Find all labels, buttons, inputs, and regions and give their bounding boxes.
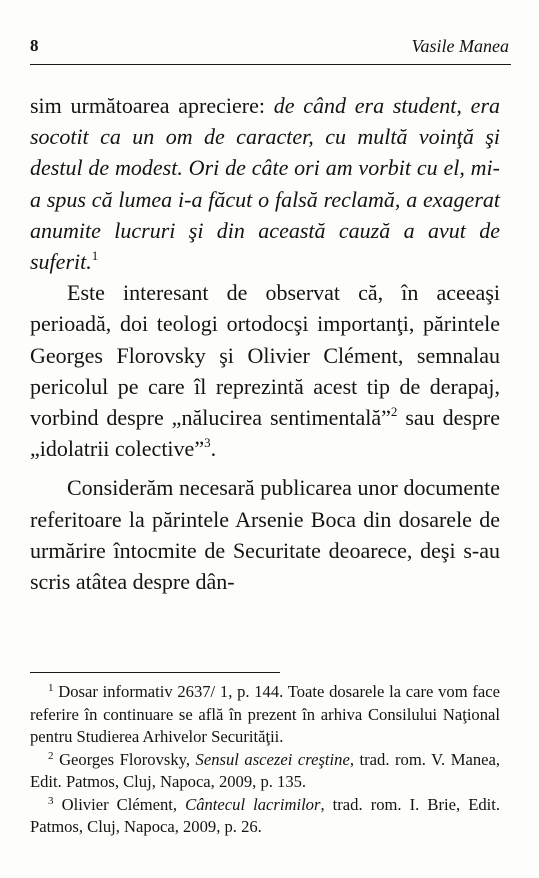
footnote-2-book-title: Sensul ascezei creştine (195, 749, 350, 769)
footnote-3-author: Olivier Clément, (61, 794, 186, 814)
page-number: 8 (30, 36, 39, 55)
paragraph-3-text: Considerăm necesară publicarea unor documente referitoare la părintele Arsenie Boca din dosarele de urmărire întocmite de Securitate deoarece, deşi s-au scris atâtea despre dân- (30, 475, 500, 595)
footnote-3 (30, 794, 500, 839)
footnote-1-number: 1 (48, 682, 54, 694)
footnote-1-text: Dosar informativ 2637/ 1, p. 144. Toate dosarele la care vom face referire în continuare se află în prezent în arhiva Consilului Naţional pentru Studierea Arhivelor Securităţii. (30, 682, 500, 746)
paragraph-2-text-b: sau despre „idolatrii colective” (30, 405, 500, 462)
body-text (30, 90, 500, 597)
footnote-3-book-title: Cântecul lacrimilor (185, 794, 321, 814)
paragraph-2 (30, 277, 500, 464)
footnote-2-details: , trad. rom. V. Manea, Edit. Patmos, Cluj, Napoca, 2009, p. 135. (30, 749, 500, 791)
footnote-ref-3: 3 (204, 435, 211, 451)
paragraph-2-text-c: . (210, 436, 217, 462)
footnote-3-details: , trad. rom. I. Brie, Edit. Patmos, Cluj, Napoca, 2009, p. 26. (30, 794, 501, 836)
paragraph-2-text-a: Este interesant de observat că, în aceeaşi perioadă, doi teologi ortodocşi importanţi, părintele Georges Florovsky şi Olivier Clément, semnalau pericolul pe care îl reprezintă acest tip de derapaj, vorbind despre „nălucirea sentimentală” (30, 280, 500, 431)
paragraph-3 (30, 472, 500, 597)
page-header (30, 36, 511, 65)
footnote-ref-1: 1 (91, 248, 99, 264)
footnote-3-number: 3 (48, 794, 54, 807)
footnotes (30, 681, 500, 839)
running-head-author: Vasile Manea (411, 36, 509, 56)
footnote-ref-2: 2 (390, 404, 398, 420)
footnote-divider (30, 672, 280, 673)
footnote-2-author: Georges Florovsky, (59, 749, 196, 769)
paragraph-1 (30, 90, 500, 277)
footnote-2-number: 2 (48, 749, 54, 762)
paragraph-1-lead: sim următoarea apreciere: (30, 93, 274, 118)
quoted-assessment: de când era student, era socotit ca un om de caracter, cu multă voinţă şi destul de modest. Ori de câte ori am vorbit cu el, mi-a spus că lumea i-a făcut o falsă reclamă, a exagerat anumite lucruri şi din această cauză a avut de suferit. (30, 93, 501, 275)
footnote-2 (30, 749, 500, 794)
footnote-1 (30, 681, 500, 749)
